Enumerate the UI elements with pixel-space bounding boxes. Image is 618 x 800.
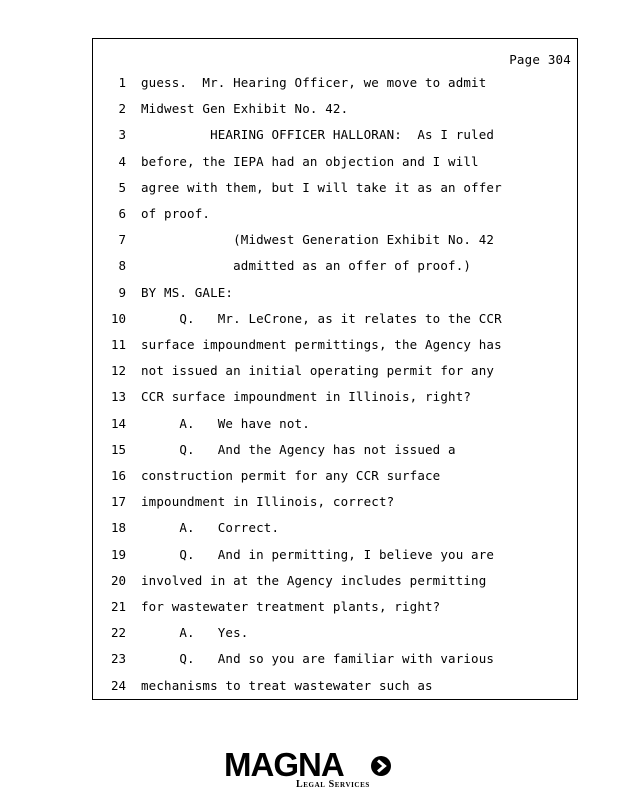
transcript-line: [93, 153, 577, 171]
transcript-line: [93, 388, 577, 406]
line-text: for wastewater treatment plants, right?: [141, 599, 441, 614]
line-number: 6: [118, 206, 126, 221]
logo-wordmark: MAGNA: [224, 746, 344, 783]
line-number: 15: [110, 441, 126, 457]
line-number: 14: [110, 415, 126, 431]
line-number: 13: [110, 389, 126, 405]
transcript-line: [93, 257, 577, 275]
line-number: 22: [110, 625, 126, 641]
line-number: 9: [118, 284, 126, 300]
line-number: 5: [118, 179, 126, 195]
line-number: 23: [110, 651, 126, 667]
line-number: 2: [118, 101, 126, 117]
line-text: mechanisms to treat wastewater such as: [141, 677, 433, 693]
transcript-line: [93, 624, 577, 642]
line-text: agree with them, but I will take it as an offer: [141, 179, 502, 195]
transcript-line: [93, 598, 577, 616]
line-text: impoundment in Illinois, correct?: [141, 494, 395, 510]
line-text: A. Yes.: [141, 625, 249, 641]
transcript-line: [93, 546, 577, 564]
line-number: 11: [110, 337, 126, 352]
page-number: Page 304: [509, 52, 571, 67]
transcript-line: [93, 493, 577, 511]
line-text: HEARING OFFICER HALLORAN: As I ruled: [141, 127, 495, 143]
line-text: admitted as an offer of proof.): [141, 258, 472, 274]
transcript-line: [93, 467, 577, 485]
transcript-line: [93, 126, 577, 144]
line-text: (Midwest Generation Exhibit No. 42: [141, 232, 495, 248]
line-number: 17: [110, 494, 126, 510]
transcript-line: [93, 336, 577, 354]
transcript-line: [93, 100, 577, 118]
line-text: Midwest Gen Exhibit No. 42.: [141, 101, 349, 117]
line-text: Q. And in permitting, I believe you are: [141, 546, 495, 562]
line-number: 16: [110, 468, 126, 483]
line-number: 10: [110, 310, 126, 326]
magna-logo: [224, 748, 394, 792]
line-text: involved in at the Agency includes permitting: [141, 572, 487, 588]
line-text: BY MS. GALE:: [141, 284, 234, 300]
line-text: Q. And the Agency has not issued a: [141, 441, 456, 457]
transcript-line: [93, 179, 577, 197]
transcript-line: [93, 519, 577, 537]
line-number: 20: [110, 572, 126, 588]
transcript-line: [93, 677, 577, 695]
line-number: 3: [118, 127, 126, 143]
line-text: before, the IEPA had an objection and I will: [141, 153, 479, 169]
transcript-line: [93, 205, 577, 223]
line-number: 4: [118, 153, 126, 169]
line-text: of proof.: [141, 206, 211, 221]
line-number: 12: [110, 363, 126, 379]
line-text: not issued an initial operating permit for any: [141, 363, 495, 379]
transcript-line: [93, 572, 577, 590]
transcript-page: [92, 38, 578, 700]
transcript-line: [93, 74, 577, 92]
line-text: guess. Mr. Hearing Officer, we move to admit: [141, 75, 487, 90]
line-number: 8: [118, 258, 126, 274]
line-number: 18: [110, 520, 126, 536]
line-text: A. We have not.: [141, 415, 310, 431]
line-text: Q. Mr. LeCrone, as it relates to the CCR: [141, 310, 502, 326]
logo-subtitle: Legal Services: [296, 779, 370, 790]
line-text: Q. And so you are familiar with various: [141, 651, 495, 667]
line-text: construction permit for any CCR surface: [141, 468, 441, 483]
transcript-line: [93, 650, 577, 668]
transcript-line: [93, 231, 577, 249]
transcript-line: [93, 362, 577, 380]
line-number: 24: [110, 677, 126, 693]
line-text: CCR surface impoundment in Illinois, right?: [141, 389, 472, 405]
line-text: A. Correct.: [141, 520, 280, 536]
transcript-line: [93, 310, 577, 328]
transcript-line: [93, 441, 577, 459]
line-number: 21: [110, 599, 126, 614]
line-number: 19: [110, 546, 126, 562]
chevron-right-circle-icon: [370, 755, 392, 777]
transcript-line: [93, 284, 577, 302]
line-number: 1: [118, 75, 126, 90]
line-text: surface impoundment permittings, the Agency has: [141, 337, 502, 352]
line-number: 7: [118, 232, 126, 248]
transcript-line: [93, 415, 577, 433]
